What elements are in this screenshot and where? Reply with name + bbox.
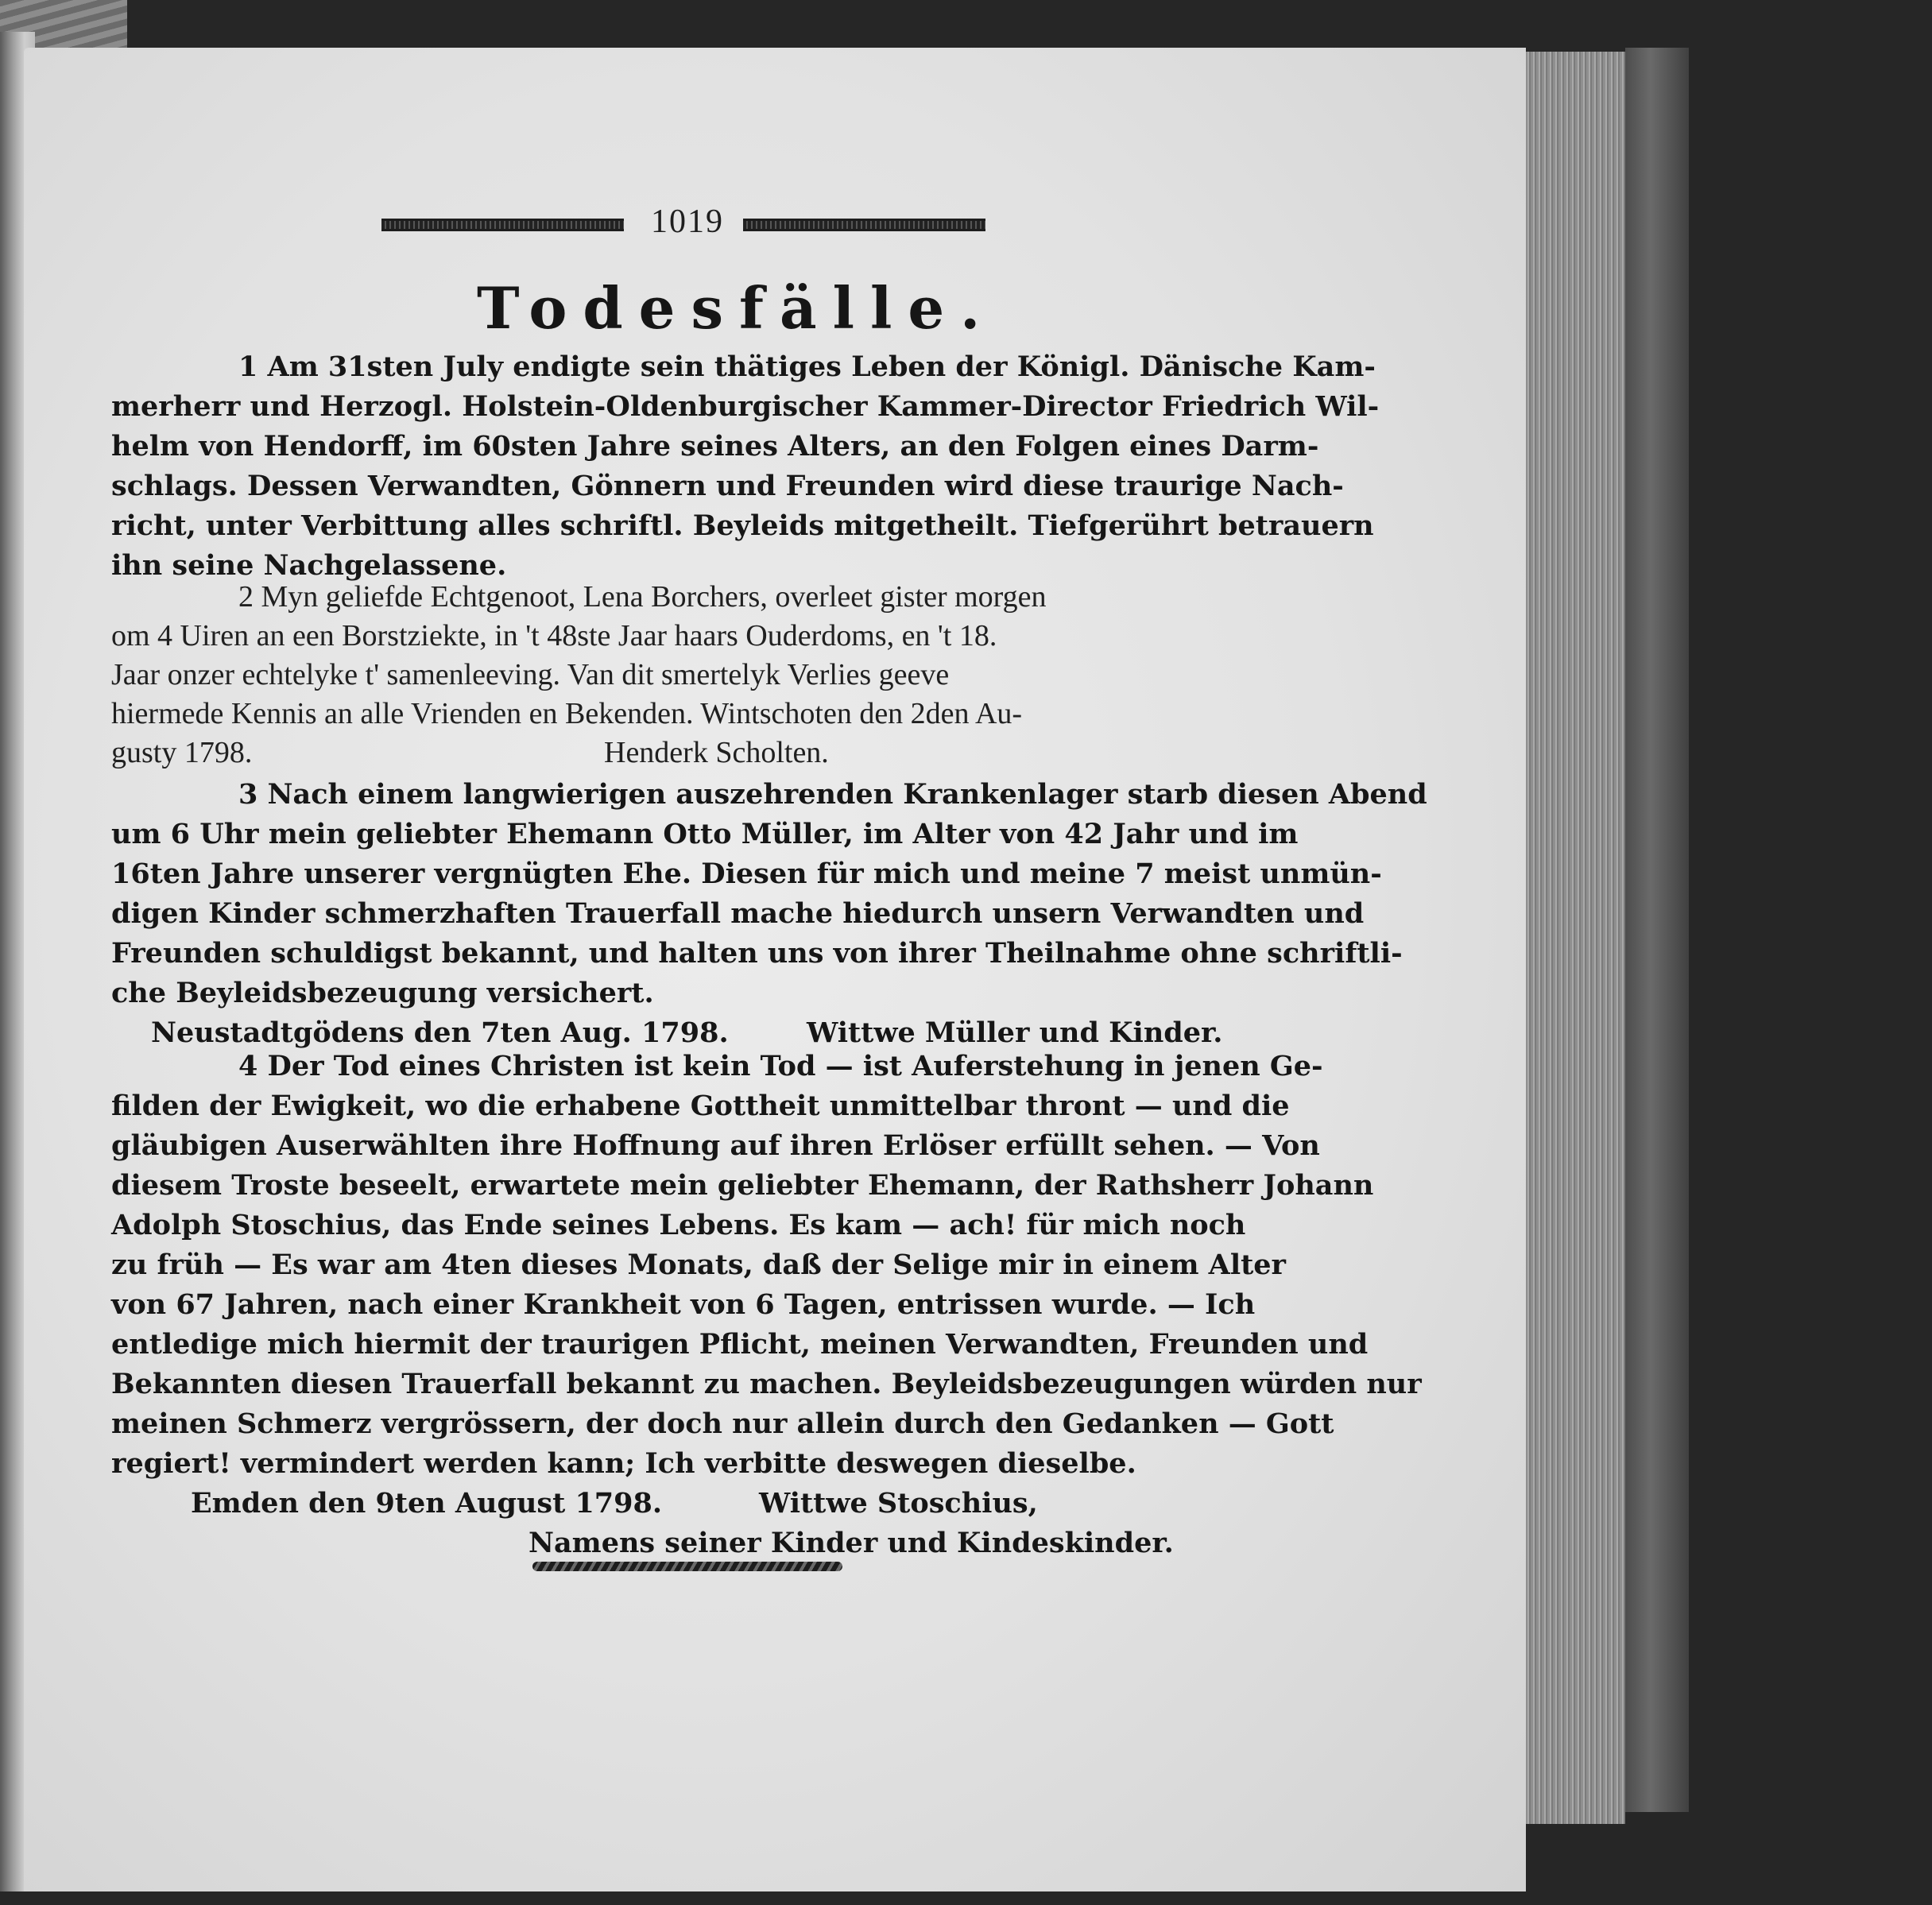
notice-2 — [111, 578, 1256, 773]
notice-line: digen Kinder schmerzhaften Trauerfall mache hiedurch unsern Verwandten und — [111, 897, 1365, 930]
notice-line: che Beyleidsbezeugung versichert. — [111, 977, 654, 1009]
notice-line: merherr und Herzogl. Holstein-Oldenburgischer Kammer-Director Friedrich Wil- — [111, 390, 1380, 423]
notice-line: Bekannten diesen Trauerfall bekannt zu machen. Beyleidsbezeugungen würden nur — [111, 1368, 1422, 1400]
notice-line: Freunden schuldigst bekannt, und halten uns von ihrer Theilnahme ohne schriftli- — [111, 937, 1403, 970]
notice-line: filden der Ewigkeit, wo die erhabene Gottheit unmittelbar thront — und die — [111, 1090, 1290, 1122]
book-cover-edge — [1625, 48, 1689, 1812]
notice-line: helm von Hendorff, im 60sten Jahre seines Alters, an den Folgen eines Darm- — [111, 430, 1319, 463]
notice-line: diesem Troste beseelt, erwartete mein geliebter Ehemann, der Rathsherr Johann — [111, 1169, 1374, 1202]
notice-signature: Wittwe Stoschius, — [759, 1487, 1038, 1520]
notice-date: gusty 1798. — [111, 736, 253, 769]
notice-line: meinen Schmerz vergrössern, der doch nur allein durch den Gedanken — Gott — [111, 1407, 1334, 1440]
notice-signature-line-2: Namens seiner Kinder und Kindeskinder. — [528, 1527, 1174, 1559]
notice-line: von 67 Jahren, nach einer Krankheit von 6 Tagen, entrissen wurde. — Ich — [111, 1288, 1256, 1321]
notice-line: om 4 Uiren an een Borstziekte, in 't 48ste Jaar haars Ouderdoms, en 't 18. — [111, 619, 997, 652]
notice-4 — [111, 1047, 1422, 1563]
notice-line: ihn seine Nachgelassene. — [111, 549, 507, 582]
notice-line: 3 Nach einem langwierigen auszehrenden Krankenlager starb diesen Abend — [238, 778, 1427, 811]
page-block-edge — [1514, 52, 1625, 1824]
notice-line: regiert! vermindert werden kann; Ich verbitte deswegen dieselbe. — [111, 1447, 1136, 1480]
page-number: 1019 — [651, 203, 724, 240]
notice-line: Jaar onzer echtelyke t' samenleeving. Van dit smertelyk Verlies geeve — [111, 658, 950, 691]
notice-signature: Wittwe Müller und Kinder. — [807, 1016, 1223, 1049]
notice-line: 1 Am 31sten July endigte sein thätiges Leben der Königl. Dänische Kam- — [238, 350, 1376, 383]
notice-line: hiermede Kennis an alle Vrienden en Bekenden. Wintschoten den 2den Au- — [111, 697, 1023, 730]
header-rule-left — [381, 219, 624, 231]
notice-signature-row — [111, 1484, 1256, 1524]
notice-signature: Henderk Scholten. — [604, 736, 829, 769]
notice-signature-row — [111, 1524, 1256, 1563]
end-ornament-rule — [532, 1562, 842, 1571]
notice-line: 4 Der Tod eines Christen ist kein Tod — ist Auferstehung in jenen Ge- — [238, 1050, 1323, 1082]
notice-line: um 6 Uhr mein geliebter Ehemann Otto Müller, im Alter von 42 Jahr und im — [111, 818, 1299, 850]
notice-date: Neustadtgödens den 7ten Aug. 1798. — [151, 1016, 729, 1049]
notice-line: zu früh — Es war am 4ten dieses Monats, daß der Selige mir in einem Alter — [111, 1249, 1286, 1281]
section-title: Todesfälle. — [477, 274, 997, 342]
notice-date: Emden den 9ten August 1798. — [191, 1487, 663, 1520]
notice-signature-row — [111, 734, 1256, 773]
notice-line: richt, unter Verbittung alles schriftl. Beyleids mitgetheilt. Tiefgerührt betrauern — [111, 509, 1374, 542]
header-rule-right — [743, 219, 985, 231]
notice-line: gläubigen Auserwählten ihre Hoffnung auf ihren Erlöser erfüllt sehen. — Von — [111, 1129, 1320, 1162]
notice-line: schlags. Dessen Verwandten, Gönnern und Freunden wird diese traurige Nach- — [111, 470, 1344, 502]
notice-line: Adolph Stoschius, das Ende seines Lebens. Es kam — ach! für mich noch — [111, 1209, 1246, 1241]
notice-1 — [111, 347, 1380, 586]
notice-line: 2 Myn geliefde Echtgenoot, Lena Borchers, overleet gister morgen — [238, 580, 1047, 614]
notice-line: 16ten Jahre unserer vergnügten Ehe. Diesen für mich und meine 7 meist unmün- — [111, 858, 1382, 890]
page-header — [381, 203, 1001, 242]
notice-line: entledige mich hiermit der traurigen Pflicht, meinen Verwandten, Freunden und — [111, 1328, 1369, 1361]
notice-3 — [111, 775, 1427, 1053]
